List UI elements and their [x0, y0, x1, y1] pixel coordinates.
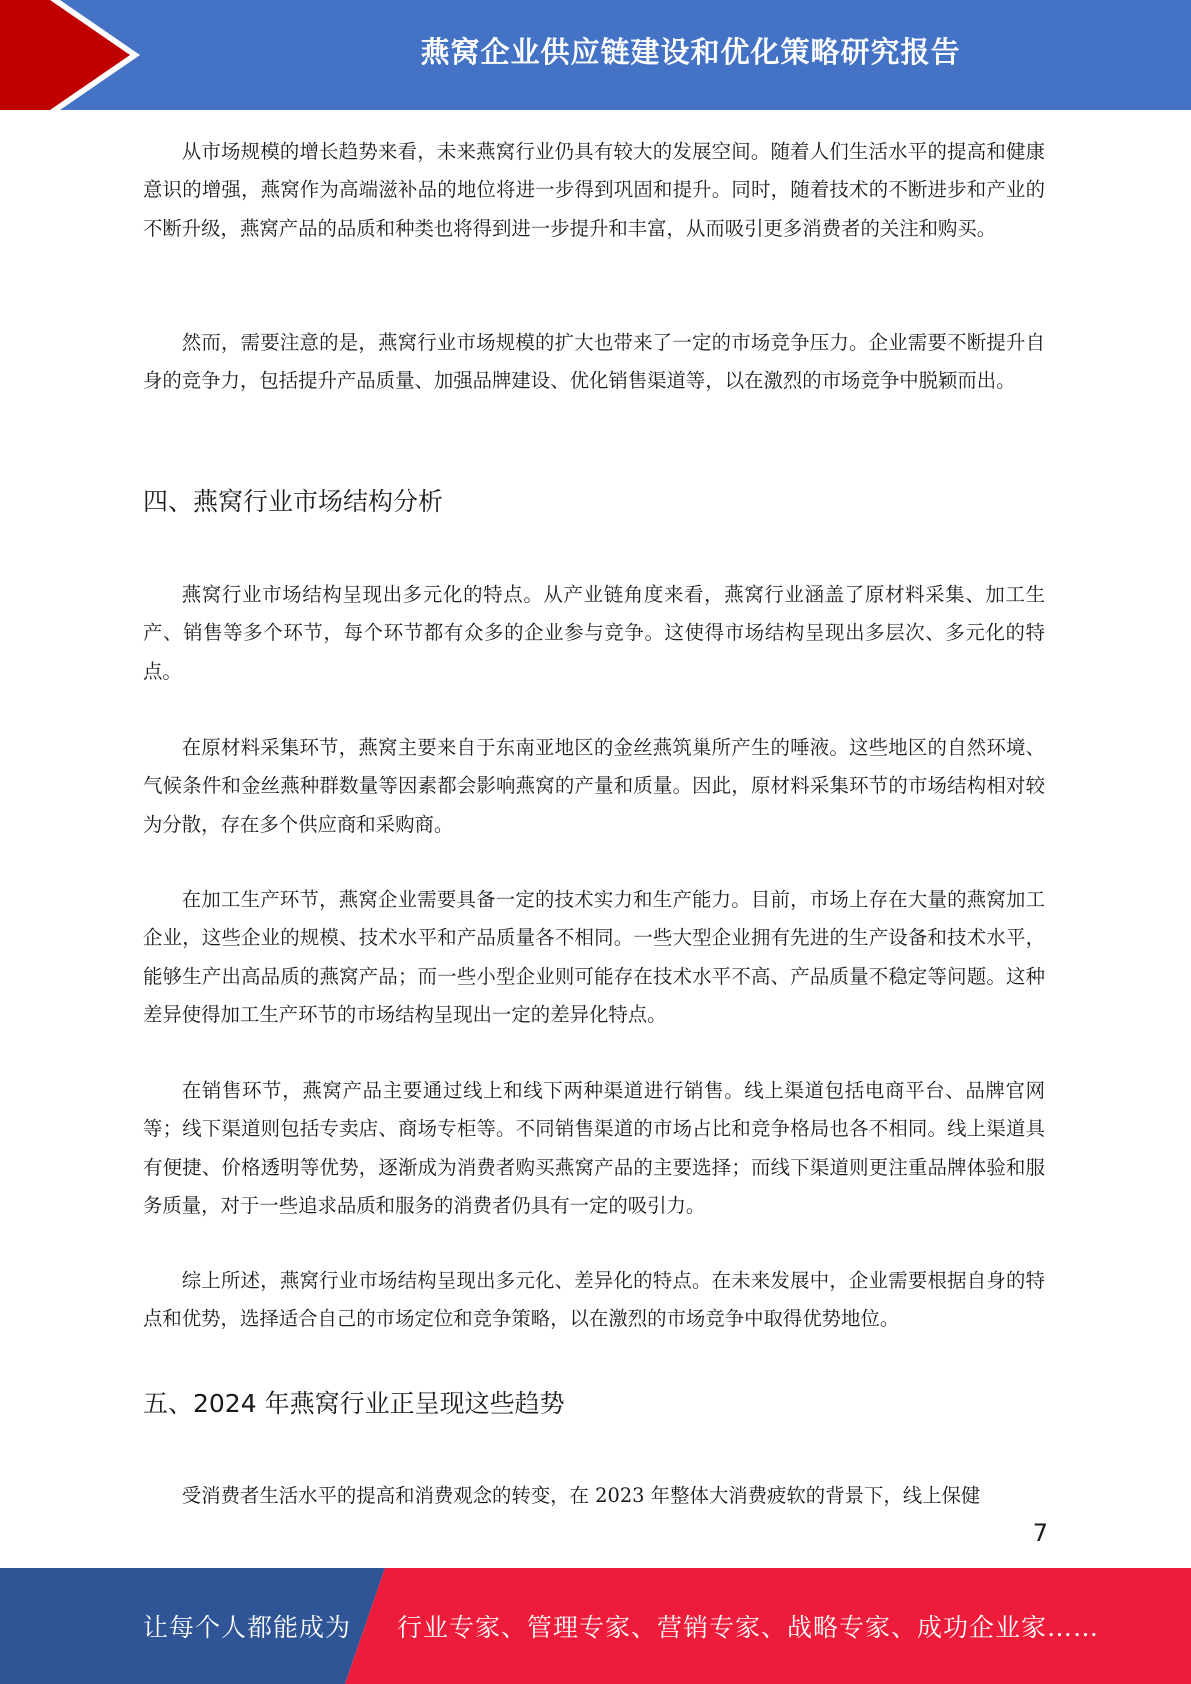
page-footer: [0, 1568, 1191, 1684]
section-heading: 五、2024 年燕窝行业正呈现这些趋势: [143, 1389, 565, 1418]
report-title: 燕窝企业供应链建设和优化策略研究报告: [420, 34, 961, 69]
footer-slogan-right: 行业专家、管理专家、营销专家、战略专家、成功企业家……: [397, 1613, 1100, 1642]
paragraph: 然而，需要注意的是，燕窝行业市场规模的扩大也带来了一定的市场竞争压力。企业需要不断提升自身的竞争力，包括提升产品质量、加强品牌建设、优化销售渠道等，以在激烈的市场竞争中脱颖而出。: [143, 331, 1045, 393]
paragraph: 在销售环节，燕窝产品主要通过线上和线下两种渠道进行销售。线上渠道包括电商平台、品牌官网等；线下渠道则包括专卖店、商场专柜等。不同销售渠道的市场占比和竞争格局也各不相同。线上渠道具有便捷、价格透明等优势，逐渐成为消费者购买燕窝产品的主要选择；而线下渠道则更注重品牌体验和服务质量，对于一些追求品质和服务的消费者仍具有一定的吸引力。: [143, 1079, 1045, 1218]
footer-slogan-left: 让每个人都能成为: [143, 1613, 352, 1642]
paragraph: 从市场规模的增长趋势来看，未来燕窝行业仍具有较大的发展空间。随着人们生活水平的提高和健康意识的增强，燕窝作为高端滋补品的地位将进一步得到巩固和提升。同时，随着技术的不断进步和产业的不断升级，燕窝产品的品质和种类也将得到进一步提升和丰富，从而吸引更多消费者的关注和购买。: [143, 140, 1045, 240]
paragraph: 受消费者生活水平的提高和消费观念的转变，在 2023 年整体大消费疲软的背景下，线上保健: [181, 1484, 981, 1507]
section-heading: 四、燕窝行业市场结构分析: [143, 487, 444, 516]
paragraph: 在原材料采集环节，燕窝主要来自于东南亚地区的金丝燕筑巢所产生的唾液。这些地区的自然环境、气候条件和金丝燕种群数量等因素都会影响燕窝的产量和质量。因此，原材料采集环节的市场结构相对较为分散，存在多个供应商和采购商。: [143, 736, 1045, 836]
paragraph: 综上所述，燕窝行业市场结构呈现出多元化、差异化的特点。在未来发展中，企业需要根据自身的特点和优势，选择适合自己的市场定位和竞争策略，以在激烈的市场竞争中取得优势地位。: [143, 1269, 1045, 1331]
page-number: 7: [1032, 1519, 1048, 1547]
page-header: [0, 0, 1191, 110]
paragraph: 燕窝行业市场结构呈现出多元化的特点。从产业链角度来看，燕窝行业涵盖了原材料采集、加工生产、销售等多个环节，每个环节都有众多的企业参与竞争。这使得市场结构呈现出多层次、多元化的特点。: [143, 583, 1045, 683]
paragraph: 在加工生产环节，燕窝企业需要具备一定的技术实力和生产能力。目前，市场上存在大量的燕窝加工企业，这些企业的规模、技术水平和产品质量各不相同。一些大型企业拥有先进的生产设备和技术水平，能够生产出高品质的燕窝产品；而一些小型企业则可能存在技术水平不高、产品质量不稳定等问题。这种差异使得加工生产环节的市场结构呈现出一定的差异化特点。: [143, 888, 1045, 1027]
